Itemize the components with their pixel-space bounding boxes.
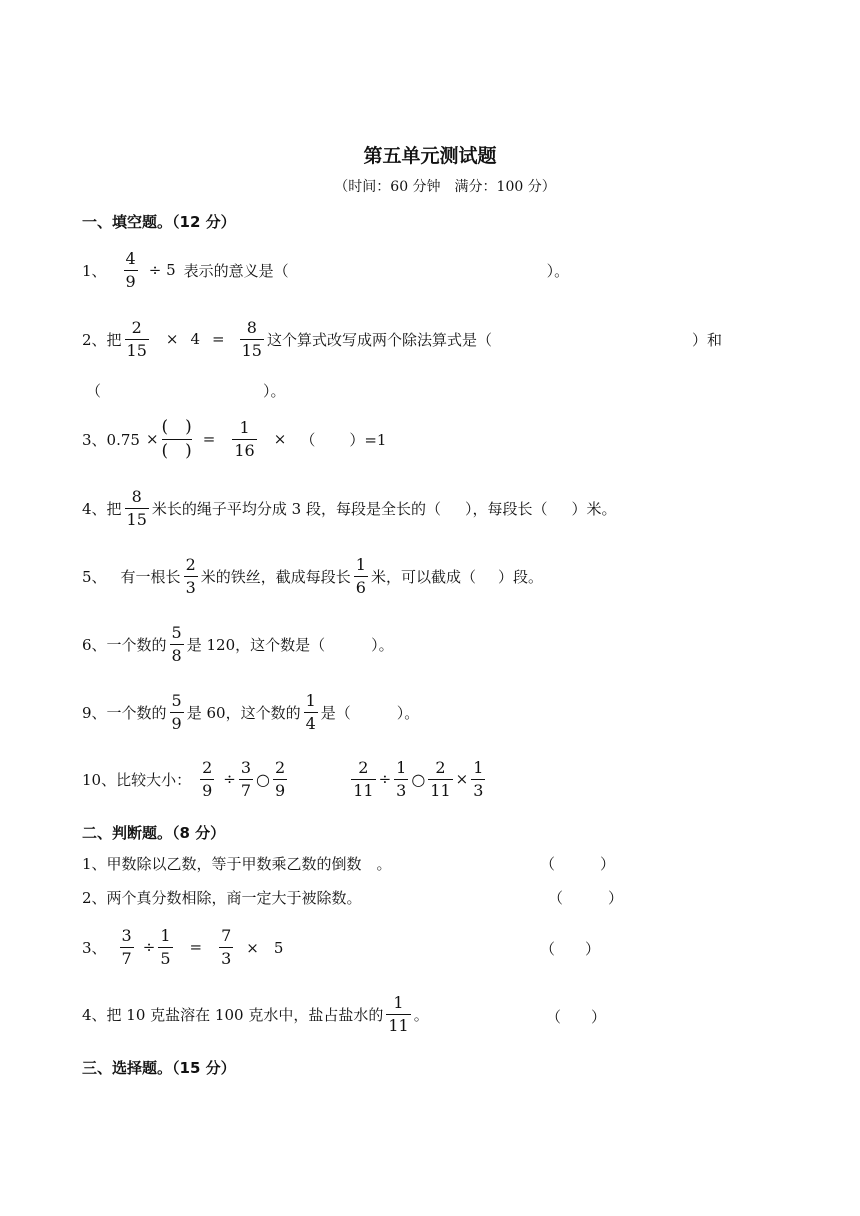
judge-answer-blank-2[interactable]: （ ） — [548, 889, 624, 907]
fraction: $\frac{1}{4}$ — [305, 690, 316, 733]
equals: = — [202, 430, 216, 448]
fraction: $\frac{1}{3}$ — [396, 757, 407, 800]
fraction: $\frac{1}{3}$ — [473, 757, 484, 800]
operator: × — [455, 770, 469, 788]
fraction: $\frac{5}{8}$ — [171, 622, 182, 665]
judge-question-3 — [82, 917, 283, 977]
question-number: 9、一个数的 — [82, 703, 167, 722]
question-number: 6、一个数的 — [82, 635, 167, 654]
blank-close: ）。 — [263, 382, 286, 400]
question-mid: ）和 — [691, 330, 722, 349]
question-number: 3、 — [82, 938, 107, 957]
question-number: 2、把 — [82, 330, 122, 349]
fraction: $\frac{2}{3}$ — [185, 554, 196, 597]
fill-question-10 — [82, 749, 488, 809]
number: 4 — [190, 330, 201, 348]
question-text: 是（ — [320, 703, 351, 722]
blank-open: （ — [86, 382, 102, 400]
fraction: $\frac{2}{11}$ — [430, 757, 451, 800]
judge-answer-blank-1[interactable]: （ ） — [540, 855, 616, 873]
question-text: 是 120，这个数是（ — [186, 635, 326, 654]
question-text: 有一根长 — [120, 567, 181, 586]
fill-question-2 — [82, 309, 722, 369]
operator: × — [273, 430, 287, 448]
fraction: $\frac{3}{7}$ — [240, 757, 252, 800]
section-fill-title: 一、填空题。（12 分） — [82, 213, 236, 231]
blank-open: （ — [300, 430, 316, 449]
question-number: 5、 — [82, 567, 107, 586]
operator-text: ÷ 5 — [148, 261, 176, 279]
question-number: 3、0.75 — [82, 430, 140, 449]
fill-question-4 — [82, 478, 617, 538]
equals: = — [212, 330, 225, 348]
operator: × — [165, 330, 179, 348]
compare-circle[interactable]: ○ — [411, 769, 426, 789]
judge-answer-blank-3[interactable]: （ ） — [540, 940, 601, 958]
question-end: 。 — [413, 1005, 429, 1024]
question-end: ）段。 — [497, 567, 543, 586]
fill-question-1 — [82, 240, 569, 300]
question-text: 表示的意义是（ — [183, 261, 289, 280]
question-text: 是 60，这个数的 — [186, 703, 301, 722]
question-text: 1、甲数除以乙数，等于甲数乘乙数的倒数 。 — [82, 855, 392, 873]
fill-question-5 — [82, 546, 543, 606]
question-text: 米长的绳子平均分成 3 段，每段是全长的（ — [151, 499, 441, 518]
question-end: ）米。 — [571, 499, 617, 518]
fill-question-6 — [82, 614, 394, 674]
operator: × — [145, 430, 159, 448]
section-choice-title: 三、选择题。（15 分） — [82, 1059, 236, 1077]
question-mid: ），每段长（ — [465, 499, 548, 518]
blank-fraction: ( ) ( ) — [161, 416, 192, 461]
judge-question-4 — [82, 984, 429, 1044]
fraction: $\frac{4}{9}$ — [125, 248, 136, 291]
page-title: 第五单元测试题 — [363, 145, 497, 167]
question-end: ）=1 — [349, 430, 387, 449]
equals: = — [189, 938, 203, 956]
question-text: 这个算式改写成两个除法算式是（ — [266, 330, 492, 349]
question-text: 米，可以截成（ — [370, 567, 476, 586]
fraction: $\frac{2}{15}$ — [126, 317, 147, 360]
fill-question-2-line2 — [86, 380, 286, 401]
operator: ÷ — [223, 770, 236, 788]
fraction: $\frac{2}{11}$ — [353, 757, 374, 800]
question-number: 4、把 — [82, 499, 122, 518]
fraction: $\frac{1}{16}$ — [234, 417, 255, 460]
fraction: $\frac{5}{9}$ — [171, 690, 182, 733]
fraction: $\frac{1}{6}$ — [355, 554, 366, 597]
page-subtitle: （时间：60 分钟 满分：100 分） — [334, 179, 556, 195]
question-text: 米的铁丝，截成每段长 — [200, 567, 351, 586]
operator: ÷ — [378, 770, 392, 788]
fraction: $\frac{3}{7}$ — [121, 925, 132, 968]
question-end: ）。 — [396, 703, 420, 722]
judge-answer-blank-4[interactable]: （ ） — [546, 1008, 607, 1026]
fraction: $\frac{8}{15}$ — [241, 317, 262, 360]
fraction: $\frac{2}{9}$ — [202, 757, 213, 800]
fraction: $\frac{2}{9}$ — [275, 757, 286, 800]
question-text: 4、把 10 克盐溶在 100 克水中，盐占盐水的 — [82, 1005, 384, 1024]
operator-text: × 5 — [246, 938, 284, 957]
fraction: $\frac{1}{11}$ — [388, 992, 409, 1035]
fraction: $\frac{7}{3}$ — [221, 925, 232, 968]
judge-question-1 — [82, 853, 392, 874]
question-end: ）。 — [546, 261, 570, 280]
fraction: $\frac{1}{5}$ — [160, 925, 171, 968]
section-judge-title: 二、判断题。（8 分） — [82, 824, 226, 842]
question-text: 2、两个真分数相除，商一定大于被除数。 — [82, 889, 362, 907]
question-number: 1、 — [82, 261, 107, 280]
fill-question-9 — [82, 682, 419, 742]
question-number: 10、比较大小： — [82, 770, 192, 789]
judge-question-2 — [82, 887, 362, 908]
fill-question-3 — [82, 409, 386, 469]
question-end: ）。 — [371, 635, 394, 654]
fraction: $\frac{8}{15}$ — [126, 486, 147, 529]
operator: ÷ — [142, 938, 156, 956]
compare-circle[interactable]: ○ — [256, 769, 271, 789]
